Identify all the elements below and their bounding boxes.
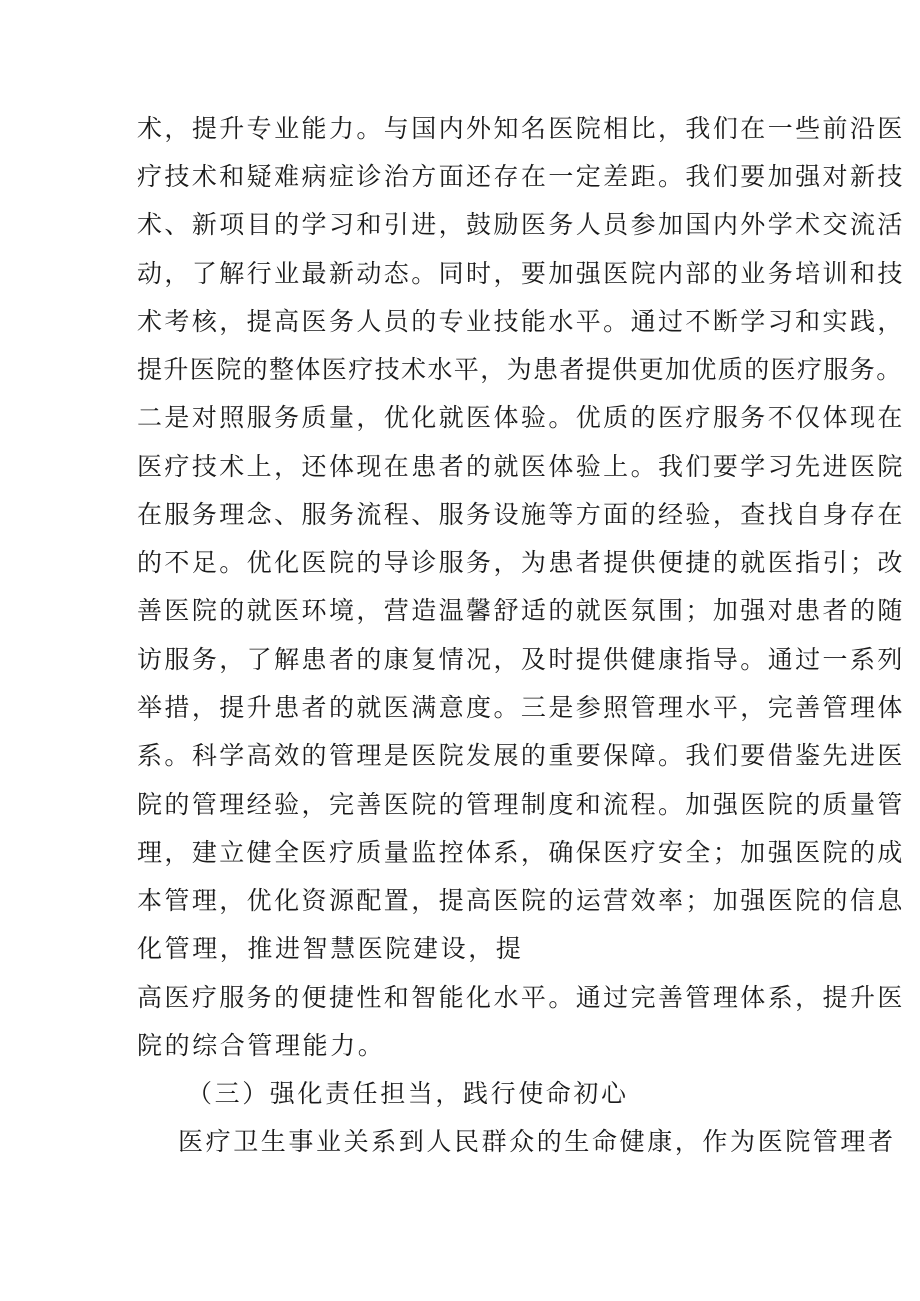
body-text-line: 系。科学高效的管理是医院发展的重要保障。我们要借鉴先进医 (137, 741, 905, 770)
body-text-line: 的不足。优化医院的导诊服务，为患者提供便捷的就医指引；改 (137, 548, 905, 577)
body-text-line: 在服务理念、服务流程、服务设施等方面的经验，查找自身存在 (137, 500, 905, 529)
body-text-line: 院的管理经验，完善医院的管理制度和流程。加强医院的质量管 (137, 790, 905, 819)
body-text-line: 疗技术和疑难病症诊治方面还存在一定差距。我们要加强对新技 (137, 162, 905, 191)
body-text-line: 举措，提升患者的就医满意度。三是参照管理水平，完善管理体 (137, 693, 905, 722)
body-text-line: 本管理，优化资源配置，提高医院的运营效率；加强医院的信息 (137, 886, 905, 915)
body-text-line: 医疗技术上，还体现在患者的就医体验上。我们要学习先进医院 (137, 452, 905, 481)
body-text-line: 高医疗服务的便捷性和智能化水平。通过完善管理体系，提升医 (137, 983, 905, 1012)
body-text-line: 动，了解行业最新动态。同时，要加强医院内部的业务培训和技 (137, 259, 905, 288)
body-text-line: 术，提升专业能力。与国内外知名医院相比，我们在一些前沿医 (137, 114, 905, 143)
body-text-line: 理，建立健全医疗质量监控体系，确保医疗安全；加强医院的成 (137, 838, 905, 867)
paragraph-first-line: 医疗卫生事业关系到人民群众的生命健康，作为医院管理者 (178, 1127, 896, 1156)
body-text-line: 善医院的就医环境，营造温馨舒适的就医氛围；加强对患者的随 (137, 596, 905, 625)
body-text-line: 化管理，推进智慧医院建设，提 (137, 934, 524, 963)
body-text-line: 访服务，了解患者的康复情况，及时提供健康指导。通过一系列 (137, 645, 905, 674)
body-text-line: 院的综合管理能力。 (137, 1031, 386, 1060)
section-heading: （三）强化责任担当，践行使命初心 (187, 1079, 629, 1108)
body-text-line: 术、新项目的学习和引进，鼓励医务人员参加国内外学术交流活 (137, 210, 905, 239)
body-text-line: 术考核，提高医务人员的专业技能水平。通过不断学习和实践， (137, 307, 905, 336)
body-text-line: 提升医院的整体医疗技术水平，为患者提供更加优质的医疗服务。 (137, 355, 903, 384)
body-text-line: 二是对照服务质量，优化就医体验。优质的医疗服务不仅体现在 (137, 403, 905, 432)
